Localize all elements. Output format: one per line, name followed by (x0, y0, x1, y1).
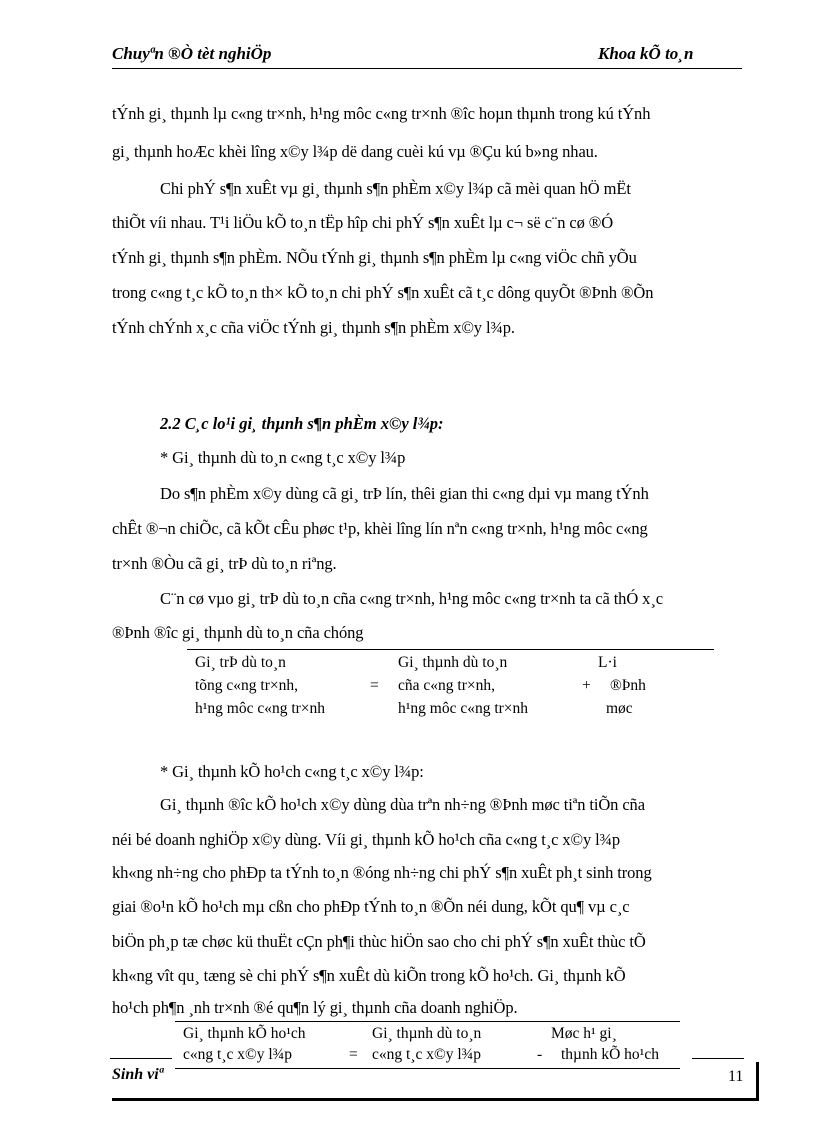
formula2-bottom-rule (175, 1068, 680, 1069)
header-rule (112, 68, 742, 69)
formula1-b-line3: h¹ng môc c«ng tr×nh (398, 700, 529, 717)
para2-line-6: kh«ng vît qu¸ tæng sè chi phÝ s¶n xuÊt dù kiÕn trong kÕ ho¹ch. Gi¸ thµnh kÕ (112, 966, 626, 985)
para2-line-1: Gi¸ thµnh ®îc kÕ ho¹ch x©y dùng dùa trªn nh÷ng ®Þnh møc tiªn tiÕn cña (160, 795, 645, 814)
para2-line-5: biÖn ph¸p tæ chøc kü thuËt cÇn ph¶i thùc hiÖn sao cho chi phÝ s¶n xuÊt thùc tÕ (112, 932, 646, 951)
para-line-3: tr×nh ®Òu cã gi¸ trÞ dù to¸n riªng. (112, 554, 337, 573)
formula2-minus: - (537, 1046, 543, 1063)
header-left: Chuyªn ®Ò tèt nghiÖp (112, 44, 272, 63)
formula2-b-line2: c«ng t¸c x©y l¾p (372, 1046, 482, 1063)
formula2-right-rule (692, 1058, 744, 1059)
formula1-equals: = (370, 677, 379, 694)
formula1-c-line1: L·i (598, 654, 617, 671)
para2-line-2: néi bé doanh nghiÖp x©y dùng. Víi gi¸ thµnh kÕ ho¹ch cña c«ng t¸c x©y l¾p (112, 830, 621, 849)
para2-line-4: giai ®o¹n kÕ ho¹ch mµ cßn cho phÐp tÝnh to¸n ®Õn néi dung, kÕt qu¶ vµ c¸c (112, 897, 630, 916)
formula1-c-line2: ®Þnh (610, 677, 646, 694)
formula1-a-line1: Gi¸ trÞ dù to¸n (195, 654, 286, 671)
bullet-estimate-cost: * Gi¸ thµnh dù to¸n c«ng t¸c x©y l¾p (160, 448, 406, 467)
page-shadow-right (756, 1062, 759, 1100)
para2-line-7: ho¹ch ph¶n ¸nh tr×nh ®é qu¶n lý gi¸ thµnh cña doanh nghiÖp. (112, 998, 518, 1017)
para2-line-3: kh«ng nh÷ng cho phÐp ta tÝnh to¸n ®óng nh÷ng chi phÝ s¶n xuÊt ph¸t sinh trong (112, 863, 652, 882)
formula1-a-line3: h¹ng môc c«ng tr×nh (195, 700, 326, 717)
para-line-1: Do s¶n phÈm x©y dùng cã gi¸ trÞ lín, thêi gian thi c«ng dµi vµ mang tÝnh (160, 484, 649, 503)
formula1-c-line3: møc (606, 700, 633, 717)
formula1-a-line2: tõng c«ng tr×nh, (195, 677, 299, 694)
formula2-b-line1: Gi¸ thµnh dù to¸n (372, 1025, 482, 1042)
body-line-7: tÝnh chÝnh x¸c cña viÖc tÝnh gi¸ thµnh s¶n phÈm x©y l¾p. (112, 318, 515, 337)
page-number: 11 (728, 1068, 744, 1085)
page-shadow-bottom (112, 1098, 759, 1101)
para-line-5: ®Þnh ®îc gi¸ thµnh dù to¸n cña chóng (112, 623, 364, 642)
body-line-5: tÝnh gi¸ thµnh s¶n phÈm. NÕu tÝnh gi¸ thµnh s¶n phÈm lµ c«ng viÖc chñ yÕu (112, 248, 637, 267)
formula1-b-line2: cña c«ng tr×nh, (398, 677, 495, 694)
header-right: Khoa kÕ to¸n (598, 44, 694, 63)
formula1-b-line1: Gi¸ thµnh dù to¸n (398, 654, 508, 671)
formula2-top-rule (175, 1021, 680, 1022)
formula1-top-rule (187, 649, 714, 650)
formula2-c-line1: Møc h¹ gi¸ (551, 1025, 617, 1042)
formula1-plus: + (582, 677, 591, 694)
body-line-3: Chi phÝ s¶n xuÊt vµ gi¸ thµnh s¶n phÈm x©y l¾p cã mèi quan hÖ mËt (160, 179, 631, 198)
formula2-equals: = (349, 1046, 358, 1063)
formula2-left-rule (110, 1058, 172, 1059)
formula2-a-line1: Gi¸ thµnh kÕ ho¹ch (183, 1025, 306, 1042)
section-title: 2.2 C¸c lo¹i gi¸ thµnh s¶n phÈm x©y l¾p: (160, 414, 444, 433)
para-line-4: C¨n cø vµo gi¸ trÞ dù to¸n cña c«ng tr×nh, h¹ng môc c«ng tr×nh ta cã thÓ x¸c (160, 589, 663, 608)
formula2-c-line2: thµnh kÕ ho¹ch (561, 1046, 659, 1063)
bullet-planned-cost: * Gi¸ thµnh kÕ ho¹ch c«ng t¸c x©y l¾p: (160, 762, 424, 781)
body-line-2: gi¸ thµnh hoÆc khèi lîng x©y l¾p dë dang cuèi kú vµ ®Çu kú b»ng nhau. (112, 142, 598, 161)
formula2-a-line2: c«ng t¸c x©y l¾p (183, 1046, 293, 1063)
para-line-2: chÊt ®¬n chiÕc, cã kÕt cÊu phøc t¹p, khèi lîng lín nªn c«ng tr×nh, h¹ng môc c«ng (112, 519, 648, 538)
footer-student-label: Sinh viª (112, 1066, 163, 1083)
body-line-6: trong c«ng t¸c kÕ to¸n th× kÕ to¸n chi phÝ s¶n xuÊt cã t¸c dông quyÕt ®Þnh ®Õn (112, 283, 654, 302)
body-line-1: tÝnh gi¸ thµnh lµ c«ng tr×nh, h¹ng môc c«ng tr×nh ®îc hoµn thµnh trong kú tÝnh (112, 104, 651, 123)
body-line-4: thiÕt víi nhau. T¹i liÖu kÕ to¸n tËp hîp chi phÝ s¶n xuÊt lµ c¬ së c¨n cø ®Ó (112, 213, 614, 232)
